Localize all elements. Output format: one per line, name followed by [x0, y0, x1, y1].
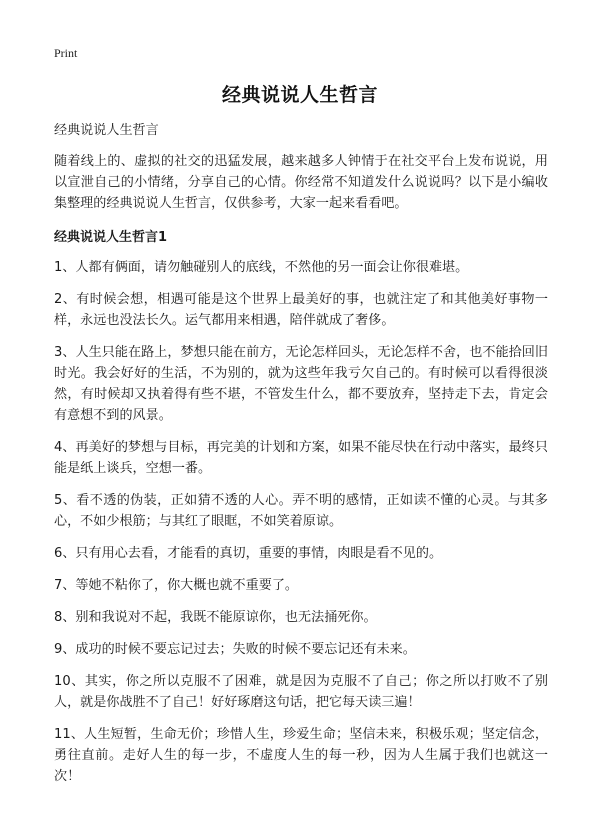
list-item: 6、只有用心去看，才能看的真切，重要的事情，肉眼是看不见的。	[54, 546, 443, 561]
list-item: 2、有时候会想，相遇可能是这个世界上最美好的事，也就注定了和其他美好事物一样，永远也没法长久。运气都用来相遇，陪伴就成了奢侈。	[54, 292, 548, 328]
article-body	[54, 120, 548, 798]
list-item: 4、再美好的梦想与目标，再完美的计划和方案，如果不能尽快在行动中落实，最终只能是纸上谈兵，空想一番。	[54, 440, 548, 476]
list-item: 5、看不透的伪装，正如猜不透的人心。弄不明的感情，正如读不懂的心灵。与其多心，不如少根筋；与其红了眼眶，不如笑着原谅。	[54, 493, 548, 529]
page-title: 经典说说人生哲言	[221, 84, 378, 106]
intro-paragraph: 随着线上的、虚拟的社交的迅猛发展，越来越多人钟情于在社交平台上发布说说，用以宣泄自己的小情绪，分享自己的心情。你经常不知道发什么说说吗？以下是小编收集整理的经典说说人生哲言，仅供参考，大家一起来看看吧。	[54, 154, 548, 211]
print-link[interactable]: Print	[54, 46, 78, 60]
list-item: 10、其实，你之所以克服不了困难，就是因为克服不了自己；你之所以打败不了别人，就是你战胜不了自己！好好琢磨这句话，把它每天读三遍！	[54, 674, 548, 710]
article-subtitle: 经典说说人生哲言	[54, 123, 159, 138]
list-item: 8、别和我说对不起，我既不能原谅你，也无法捅死你。	[54, 610, 377, 625]
list-item: 3、人生只能在路上，梦想只能在前方，无论怎样回头，无论怎样不舍，也不能拾回旧时光。我会好好的生活，不为别的，就为这些年我亏欠自己的。有时候可以看得很淡然，有时候却又执着得有些不堪，不管发生什么，都不要放弃，坚持走下去，肯定会有意想不到的风景。	[54, 345, 548, 423]
list-item: 11、人生短暂，生命无价；珍惜人生，珍爱生命；坚信未来，积极乐观；坚定信念，勇往直前。走好人生的每一步，不虚度人生的每一秒，因为人生属于我们也就这一次！	[54, 727, 548, 784]
list-item: 7、等她不粘你了，你大概也就不重要了。	[54, 578, 299, 593]
list-item: 1、人都有俩面，请勿触碰别人的底线，不然他的另一面会让你很难堪。	[54, 260, 469, 275]
list-item: 9、成功的时候不要忘记过去；失败的时候不要忘记还有未来。	[54, 642, 416, 657]
section-heading: 经典说说人生哲言1	[54, 230, 168, 245]
